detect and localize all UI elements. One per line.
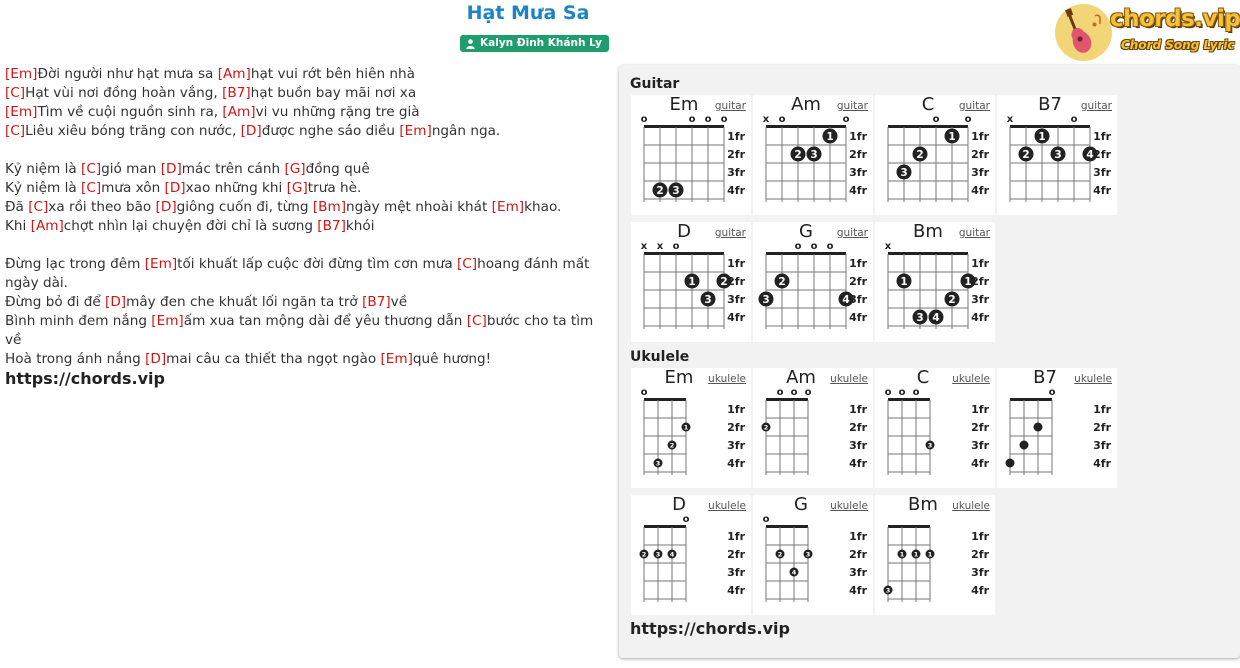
fret-label: 3fr — [849, 439, 867, 452]
chord-name: D — [677, 221, 691, 242]
lyric-text: gió man — [101, 161, 161, 177]
instrument-link[interactable]: guitar — [714, 227, 746, 239]
lyric-line — [5, 255, 613, 274]
fret-label: 4fr — [727, 584, 745, 597]
chord-link[interactable]: [Em] — [491, 199, 525, 215]
finger-number: 3 — [805, 550, 811, 559]
instrument-link[interactable]: ukulele — [830, 373, 868, 385]
ukulele-chord-card[interactable] — [875, 368, 995, 488]
fret-label: 1fr — [849, 530, 867, 543]
open-string-mark: o — [682, 514, 690, 525]
lyric-text: Hoà trong ánh nắng — [5, 351, 146, 367]
chord-name: Am — [786, 367, 816, 388]
fret-label: 2fr — [849, 275, 867, 288]
lyric-text: bước cho ta tìm về — [5, 313, 594, 348]
lyric-text: khao. — [524, 199, 562, 215]
open-string-mark: o — [804, 387, 812, 398]
fret-label: 1fr — [971, 403, 989, 416]
fret-label: 2fr — [971, 275, 989, 288]
open-string-mark: o — [778, 114, 786, 125]
guitar-chord-card[interactable] — [753, 222, 873, 342]
fret-label: 2fr — [971, 548, 989, 561]
fret-label: 2fr — [971, 421, 989, 434]
open-string-mark: o — [720, 114, 728, 125]
fret-label: 1fr — [727, 130, 745, 143]
open-string-mark: o — [826, 241, 834, 252]
chord-link[interactable]: [C] — [81, 161, 102, 177]
chord-link[interactable]: [Am] — [30, 218, 64, 234]
finger-number: 1 — [1038, 131, 1046, 143]
finger-number: 1 — [900, 276, 908, 288]
fret-label: 2fr — [727, 275, 745, 288]
ukulele-section-title: Ukulele — [630, 349, 690, 365]
chord-link[interactable]: [C] — [5, 85, 26, 101]
fret-label: 3fr — [727, 566, 745, 579]
fret-label: 4fr — [849, 584, 867, 597]
finger-number: 2 — [916, 149, 924, 161]
lyric-line — [5, 198, 613, 217]
lyric-text: hạt buồn bay mãi nơi xa — [250, 85, 417, 101]
finger-number: 3 — [704, 294, 712, 306]
lyric-text: mai câu ca thiết tha ngọt ngào — [166, 351, 381, 367]
fret-label: 1fr — [849, 257, 867, 270]
open-string-mark: o — [842, 114, 850, 125]
chord-link[interactable]: [B7] — [317, 218, 346, 234]
fret-label: 1fr — [971, 530, 989, 543]
instrument-link[interactable]: ukulele — [952, 373, 990, 385]
fret-label: 3fr — [727, 293, 745, 306]
finger-number: 3 — [672, 185, 680, 197]
lyric-text: ấm xua tan mộng dài để yêu thương dẫn — [183, 313, 467, 329]
muted-string-mark: x — [1006, 114, 1014, 125]
lyric-line — [5, 103, 613, 122]
ukulele-chord-card[interactable] — [997, 368, 1117, 488]
fret-label: 1fr — [727, 257, 745, 270]
lyric-line — [5, 160, 613, 179]
open-string-mark: o — [932, 114, 940, 125]
instrument-link[interactable]: guitar — [836, 227, 868, 239]
lyric-text: chợt nhìn lại chuyện đời chỉ là sương — [63, 218, 318, 234]
fret-label: 1fr — [1093, 403, 1111, 416]
chord-name: Em — [669, 94, 699, 115]
lyric-text: về — [390, 294, 408, 310]
open-string-mark: o — [810, 241, 818, 252]
chord-name: Em — [664, 367, 694, 388]
fret-label: 1fr — [1093, 130, 1111, 143]
fret-label: 4fr — [727, 311, 745, 324]
muted-string-mark: x — [762, 114, 770, 125]
chord-link[interactable]: [D] — [240, 123, 262, 139]
lyric-text: hạt vui rớt bên hiên nhà — [250, 66, 415, 82]
finger-number: 1 — [927, 550, 933, 559]
lyric-text: mưa xôn — [101, 180, 165, 196]
fret-label: 2fr — [971, 148, 989, 161]
verse-gap — [5, 236, 613, 255]
lyric-text: giông cuốn đi, từng — [176, 199, 313, 215]
open-string-mark: o — [688, 114, 696, 125]
fret-label: 4fr — [849, 311, 867, 324]
chord-link[interactable]: [B7] — [362, 294, 391, 310]
finger-number: 2 — [948, 294, 956, 306]
finger-number: 4 — [842, 294, 850, 306]
lyric-text: Tìm về cuội nguồn sinh ra, — [37, 104, 223, 120]
lyric-text: Đừng bỏ đi để — [5, 294, 106, 310]
fret-label: 1fr — [849, 403, 867, 416]
guitar-chord-card[interactable] — [875, 95, 995, 215]
fret-label: 2fr — [849, 548, 867, 561]
fret-label: 2fr — [1093, 148, 1111, 161]
finger-number: 2 — [794, 149, 802, 161]
ukulele-chord-card[interactable] — [753, 368, 873, 488]
lyric-line — [5, 84, 613, 103]
chord-link[interactable]: [Em] — [151, 313, 184, 329]
chord-link[interactable]: [Em] — [144, 256, 178, 272]
finger-number: 2 — [778, 276, 786, 288]
fret-label: 1fr — [727, 403, 745, 416]
finger-number: 3 — [655, 459, 661, 468]
chord-name: B7 — [1033, 367, 1057, 388]
instrument-link[interactable]: guitar — [958, 227, 990, 239]
finger-number: 1 — [688, 276, 696, 288]
finger-number: 3 — [885, 586, 891, 595]
fret-label: 3fr — [1093, 439, 1111, 452]
instrument-link[interactable]: guitar — [958, 100, 990, 112]
guitar-chord-card[interactable] — [875, 222, 995, 342]
open-string-mark: o — [672, 241, 680, 252]
finger-number: 1 — [683, 423, 689, 432]
ukulele-chord-card[interactable] — [631, 368, 751, 488]
chord-link[interactable]: [B7] — [222, 85, 251, 101]
fret-label: 3fr — [971, 439, 989, 452]
ukulele-chord-card[interactable] — [875, 495, 995, 615]
fret-label: 4fr — [727, 184, 745, 197]
lyric-text: ngân nga. — [431, 123, 501, 139]
site-link[interactable]: https://chords.vip — [5, 369, 165, 388]
lyric-line — [5, 293, 613, 312]
chord-name: C — [921, 94, 935, 115]
guitar-chord-card[interactable] — [997, 95, 1117, 215]
fret-label: 4fr — [971, 457, 989, 470]
instrument-link[interactable]: ukulele — [708, 500, 746, 512]
fret-label: 3fr — [727, 439, 745, 452]
fret-label: 4fr — [971, 311, 989, 324]
fret-label: 4fr — [1093, 457, 1111, 470]
lyric-line — [5, 350, 613, 369]
fret-label: 4fr — [1093, 184, 1111, 197]
lyric-text: Đừng lạc trong đêm — [5, 256, 145, 272]
lyric-line — [5, 312, 613, 350]
instrument-link[interactable]: ukulele — [708, 373, 746, 385]
song-title: Hạt Mưa Sa — [466, 2, 590, 24]
finger-number: 3 — [655, 550, 661, 559]
finger-number: 3 — [916, 312, 924, 324]
finger-number: 3 — [810, 149, 818, 161]
lyric-text: Đã — [5, 199, 29, 215]
open-string-mark: o — [898, 387, 906, 398]
finger-number: 4 — [932, 312, 940, 324]
lyric-text: Kỷ niệm là — [5, 161, 82, 177]
fret-label: 4fr — [971, 184, 989, 197]
finger-number: 4 — [791, 568, 797, 577]
instrument-link[interactable]: guitar — [1080, 100, 1112, 112]
lyric-line — [5, 274, 613, 293]
lyric-text: được nghe sáo diều — [261, 123, 400, 139]
chord-link[interactable]: [C] — [466, 313, 487, 329]
finger-number: 1 — [913, 550, 919, 559]
chord-link[interactable]: [D] — [145, 351, 167, 367]
finger-dot — [1006, 459, 1015, 468]
open-string-mark: o — [964, 114, 972, 125]
fret-label: 4fr — [849, 184, 867, 197]
chord-link[interactable]: [Bm] — [312, 199, 347, 215]
fret-label: 3fr — [727, 166, 745, 179]
fret-label: 3fr — [971, 566, 989, 579]
guitar-section-title: Guitar — [630, 76, 680, 92]
open-string-mark: o — [912, 387, 920, 398]
lyric-text: Hạt vùi nơi đồng hoàn vắng, — [25, 85, 223, 101]
chord-link[interactable]: [Am] — [217, 66, 251, 82]
logo-tagline: Chord Song Lyric — [1121, 38, 1235, 52]
ukulele-chord-card[interactable] — [631, 495, 751, 615]
open-string-mark: o — [794, 241, 802, 252]
instrument-link[interactable]: ukulele — [1074, 373, 1112, 385]
finger-number: 2 — [641, 550, 647, 559]
finger-number: 2 — [720, 276, 728, 288]
open-string-mark: o — [762, 514, 770, 525]
lyric-text: Liêu xiêu bóng trăng con nước, — [25, 123, 241, 139]
finger-number: 2 — [656, 185, 664, 197]
chord-link[interactable]: [Em] — [5, 104, 38, 120]
chord-link[interactable]: [D] — [164, 180, 186, 196]
finger-number: 2 — [669, 441, 675, 450]
finger-number: 1 — [826, 131, 834, 143]
open-string-mark: o — [776, 387, 784, 398]
chord-name: C — [916, 367, 930, 388]
guitar-logo-icon — [1055, 4, 1112, 61]
chord-name: D — [672, 494, 686, 515]
chord-link[interactable]: [Em] — [399, 123, 432, 139]
chord-link[interactable]: [C] — [5, 123, 26, 139]
fret-label: 4fr — [727, 457, 745, 470]
fret-label: 2fr — [727, 148, 745, 161]
fret-label: 1fr — [727, 530, 745, 543]
fret-label: 4fr — [971, 584, 989, 597]
chord-link[interactable]: [C] — [28, 199, 49, 215]
chord-link[interactable]: [C] — [457, 256, 478, 272]
lyric-text: ngày dài. — [5, 275, 68, 291]
instrument-link[interactable]: guitar — [836, 100, 868, 112]
guitar-chord-card[interactable] — [753, 95, 873, 215]
chord-link[interactable]: [G] — [284, 161, 306, 177]
lyric-text: trưa hè. — [307, 180, 362, 196]
open-string-mark: o — [640, 387, 648, 398]
panel-site-link[interactable]: https://chords.vip — [630, 619, 790, 638]
open-string-mark: o — [704, 114, 712, 125]
fret-label: 2fr — [727, 548, 745, 561]
fret-label: 1fr — [971, 130, 989, 143]
fret-label: 3fr — [971, 293, 989, 306]
chord-link[interactable]: [D] — [155, 199, 177, 215]
finger-number: 3 — [900, 167, 908, 179]
finger-number: 2 — [1022, 149, 1030, 161]
lyric-text: xa rồi theo bão — [48, 199, 156, 215]
chord-name: B7 — [1038, 94, 1062, 115]
chord-link[interactable]: [Am] — [222, 104, 256, 120]
finger-dot — [1034, 423, 1043, 432]
open-string-mark: o — [640, 114, 648, 125]
artist-name: Kalyn Đinh Khánh Ly — [480, 37, 602, 49]
chord-name: G — [794, 494, 808, 515]
finger-number: 4 — [669, 550, 675, 559]
site-logo[interactable] — [1054, 3, 1240, 63]
lyric-text: mác trên cánh — [181, 161, 285, 177]
lyrics — [5, 65, 613, 369]
chord-link[interactable]: [Em] — [5, 66, 38, 82]
chord-link[interactable]: [Em] — [380, 351, 413, 367]
finger-number: 2 — [777, 550, 783, 559]
lyric-line — [5, 217, 613, 236]
finger-number: 4 — [1086, 149, 1094, 161]
finger-number: 1 — [899, 550, 905, 559]
finger-dot — [1020, 441, 1029, 450]
fret-label: 3fr — [1093, 166, 1111, 179]
muted-string-mark: x — [656, 241, 664, 252]
fret-label: 1fr — [971, 257, 989, 270]
lyric-line — [5, 122, 613, 141]
fret-label: 1fr — [849, 130, 867, 143]
fret-label: 2fr — [727, 421, 745, 434]
chord-link[interactable]: [D] — [105, 294, 127, 310]
instrument-link[interactable]: ukulele — [830, 500, 868, 512]
lyric-text: Đời người như hạt mưa sa — [37, 66, 218, 82]
lyric-line — [5, 65, 613, 84]
fret-label: 2fr — [849, 148, 867, 161]
chord-link[interactable]: [D] — [160, 161, 182, 177]
artist-badge[interactable] — [460, 35, 609, 52]
fret-label: 2fr — [1093, 421, 1111, 434]
instrument-link[interactable]: ukulele — [952, 500, 990, 512]
finger-number: 2 — [763, 423, 769, 432]
finger-number: 1 — [948, 131, 956, 143]
lyric-text: quê hương! — [412, 351, 492, 367]
fret-label: 3fr — [849, 166, 867, 179]
logo-text: chords.vip — [1110, 6, 1240, 32]
lyric-text: Kỷ niệm là — [5, 180, 82, 196]
guitar-chord-card[interactable] — [631, 222, 751, 342]
verse-gap — [5, 141, 613, 160]
chord-link[interactable]: [C] — [81, 180, 102, 196]
open-string-mark: o — [1048, 387, 1056, 398]
chord-name: G — [799, 221, 813, 242]
lyric-text: hoang đánh mất — [477, 256, 590, 272]
open-string-mark: o — [884, 387, 892, 398]
fret-label: 3fr — [849, 566, 867, 579]
fret-label: 4fr — [849, 457, 867, 470]
fret-label: 3fr — [971, 166, 989, 179]
lyric-text: vi vu những rặng tre già — [255, 104, 420, 120]
chord-name: Bm — [908, 494, 938, 515]
muted-string-mark: x — [884, 241, 892, 252]
open-string-mark: o — [1070, 114, 1078, 125]
fret-label: 2fr — [849, 421, 867, 434]
lyric-text: Khi — [5, 218, 31, 234]
user-icon — [466, 39, 475, 49]
lyric-text: tối khuất lấp cuộc đời đừng tìm cơn mưa — [177, 256, 457, 272]
finger-number: 3 — [762, 294, 770, 306]
lyric-text: Bình minh đem nắng — [5, 313, 152, 329]
lyric-text: khói — [345, 218, 375, 234]
ukulele-chord-card[interactable] — [753, 495, 873, 615]
instrument-link[interactable]: guitar — [714, 100, 746, 112]
finger-number: 3 — [1054, 149, 1062, 161]
open-string-mark: o — [790, 387, 798, 398]
finger-number: 1 — [964, 276, 972, 288]
guitar-chord-card[interactable] — [631, 95, 751, 215]
lyric-text: mây đen che khuất lối ngăn ta trở — [126, 294, 363, 310]
muted-string-mark: x — [640, 241, 648, 252]
chord-name: Bm — [913, 221, 943, 242]
chord-panel — [619, 65, 1240, 658]
chord-link[interactable]: [G] — [286, 180, 308, 196]
lyric-line — [5, 179, 613, 198]
fret-label: 3fr — [849, 293, 867, 306]
lyric-text: đồng quê — [305, 161, 370, 177]
lyric-text: xao những khi — [185, 180, 287, 196]
chord-name: Am — [791, 94, 821, 115]
lyric-text: ngày mệt nhoài khát — [346, 199, 492, 215]
finger-number: 3 — [927, 441, 933, 450]
